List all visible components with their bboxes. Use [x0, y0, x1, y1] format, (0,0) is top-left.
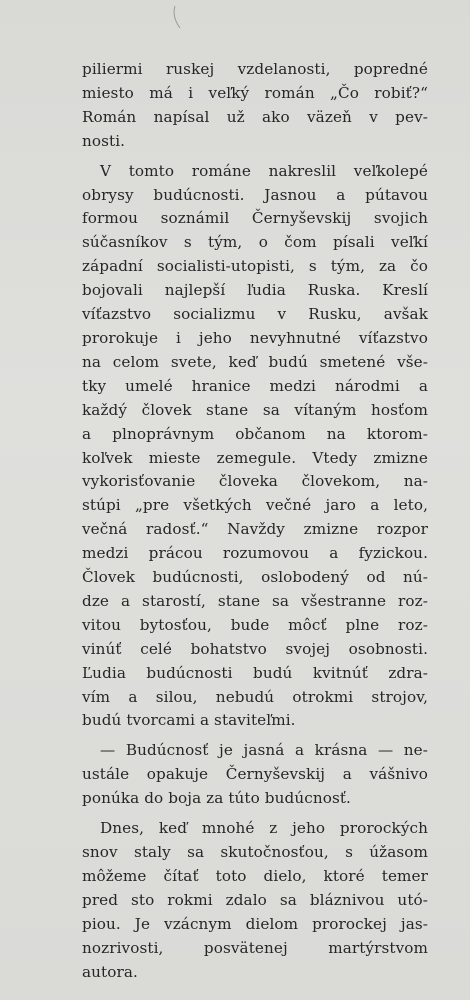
- text-line: a plnoprávnym občanom na ktorom-: [82, 424, 428, 443]
- paragraph-4: [82, 817, 428, 984]
- text-line: Román napísal už ako väzeň v pev-: [82, 107, 428, 126]
- text-line: formou soznámil Černyševskij svojich: [82, 209, 428, 228]
- paragraph-3: [82, 739, 428, 811]
- text-line: víťazstvo socializmu v Rusku, avšak: [82, 305, 428, 324]
- text-line: prorokuje i jeho nevyhnutné víťazstvo: [82, 328, 428, 347]
- paragraph-1: [82, 58, 428, 154]
- text-line: vykorisťovanie človeka človekom, na-: [82, 472, 428, 491]
- text-line: pred sto rokmi zdalo sa bláznivou utó-: [82, 890, 428, 909]
- text-line: tky umelé hranice medzi národmi a: [82, 376, 428, 395]
- text-line: ustále opakuje Černyševskij a vášnivo: [82, 765, 428, 784]
- body-text: [82, 58, 428, 984]
- text-line: piou. Je vzácnym dielom prorockej jas-: [82, 914, 428, 933]
- text-line: koľvek mieste zemegule. Vtedy zmizne: [82, 448, 428, 467]
- text-line: bojovali najlepší ľudia Ruska. Kreslí: [82, 281, 428, 300]
- text-line: večná radosť.“ Navždy zmizne rozpor: [82, 520, 428, 539]
- paragraph-2: [82, 160, 428, 734]
- text-line: stúpi „pre všetkých večné jaro a leto,: [82, 496, 428, 515]
- text-line: piliermi ruskej vzdelanosti, popredné: [82, 60, 428, 78]
- text-line: — Budúcnosť je jasná a krásna — ne-: [100, 741, 428, 760]
- text-line: miesto má i veľký román „Čo robiť?“: [82, 83, 428, 102]
- text-line: Dnes, keď mnohé z jeho prorockých: [100, 819, 428, 838]
- text-line: autora.: [82, 962, 138, 981]
- text-line: Ľudia budúcnosti budú kvitnúť zdra-: [82, 663, 428, 682]
- text-line: vinúť celé bohatstvo svojej osobnosti.: [82, 639, 428, 658]
- text-line: na celom svete, keď budú smetené vše-: [82, 352, 428, 371]
- text-line: Človek budúcnosti, oslobodený od nú-: [82, 568, 428, 587]
- text-line: snov staly sa skutočnosťou, s úžasom: [82, 843, 428, 861]
- text-line: obrysy budúcnosti. Jasnou a pútavou: [82, 185, 428, 204]
- text-line: medzi prácou rozumovou a fyzickou.: [82, 544, 428, 563]
- text-line: môžeme čítať toto dielo, ktoré temer: [82, 866, 428, 885]
- text-line: nosti.: [82, 131, 126, 150]
- text-line: dze a starostí, stane sa všestranne roz-: [82, 591, 428, 610]
- text-line: vím a silou, nebudú otrokmi strojov,: [82, 687, 428, 706]
- text-line: nozrivosti, posvätenej martýrstvom: [82, 938, 428, 957]
- text-line: vitou bytosťou, bude môcť plne roz-: [82, 615, 428, 634]
- text-line: ponúka do boja za túto budúcnosť.: [82, 789, 351, 808]
- text-line: budú tvorcami a staviteľmi.: [82, 711, 296, 730]
- text-line: V tomto románe nakreslil veľkolepé: [100, 161, 428, 180]
- text-line: západní socialisti-utopisti, s tým, za čo: [82, 257, 428, 276]
- text-line: súčasníkov s tým, o čom písali veľkí: [82, 233, 428, 252]
- paper-scratch-mark: [172, 4, 186, 30]
- text-line: každý človek stane sa vítaným hosťom: [82, 400, 428, 419]
